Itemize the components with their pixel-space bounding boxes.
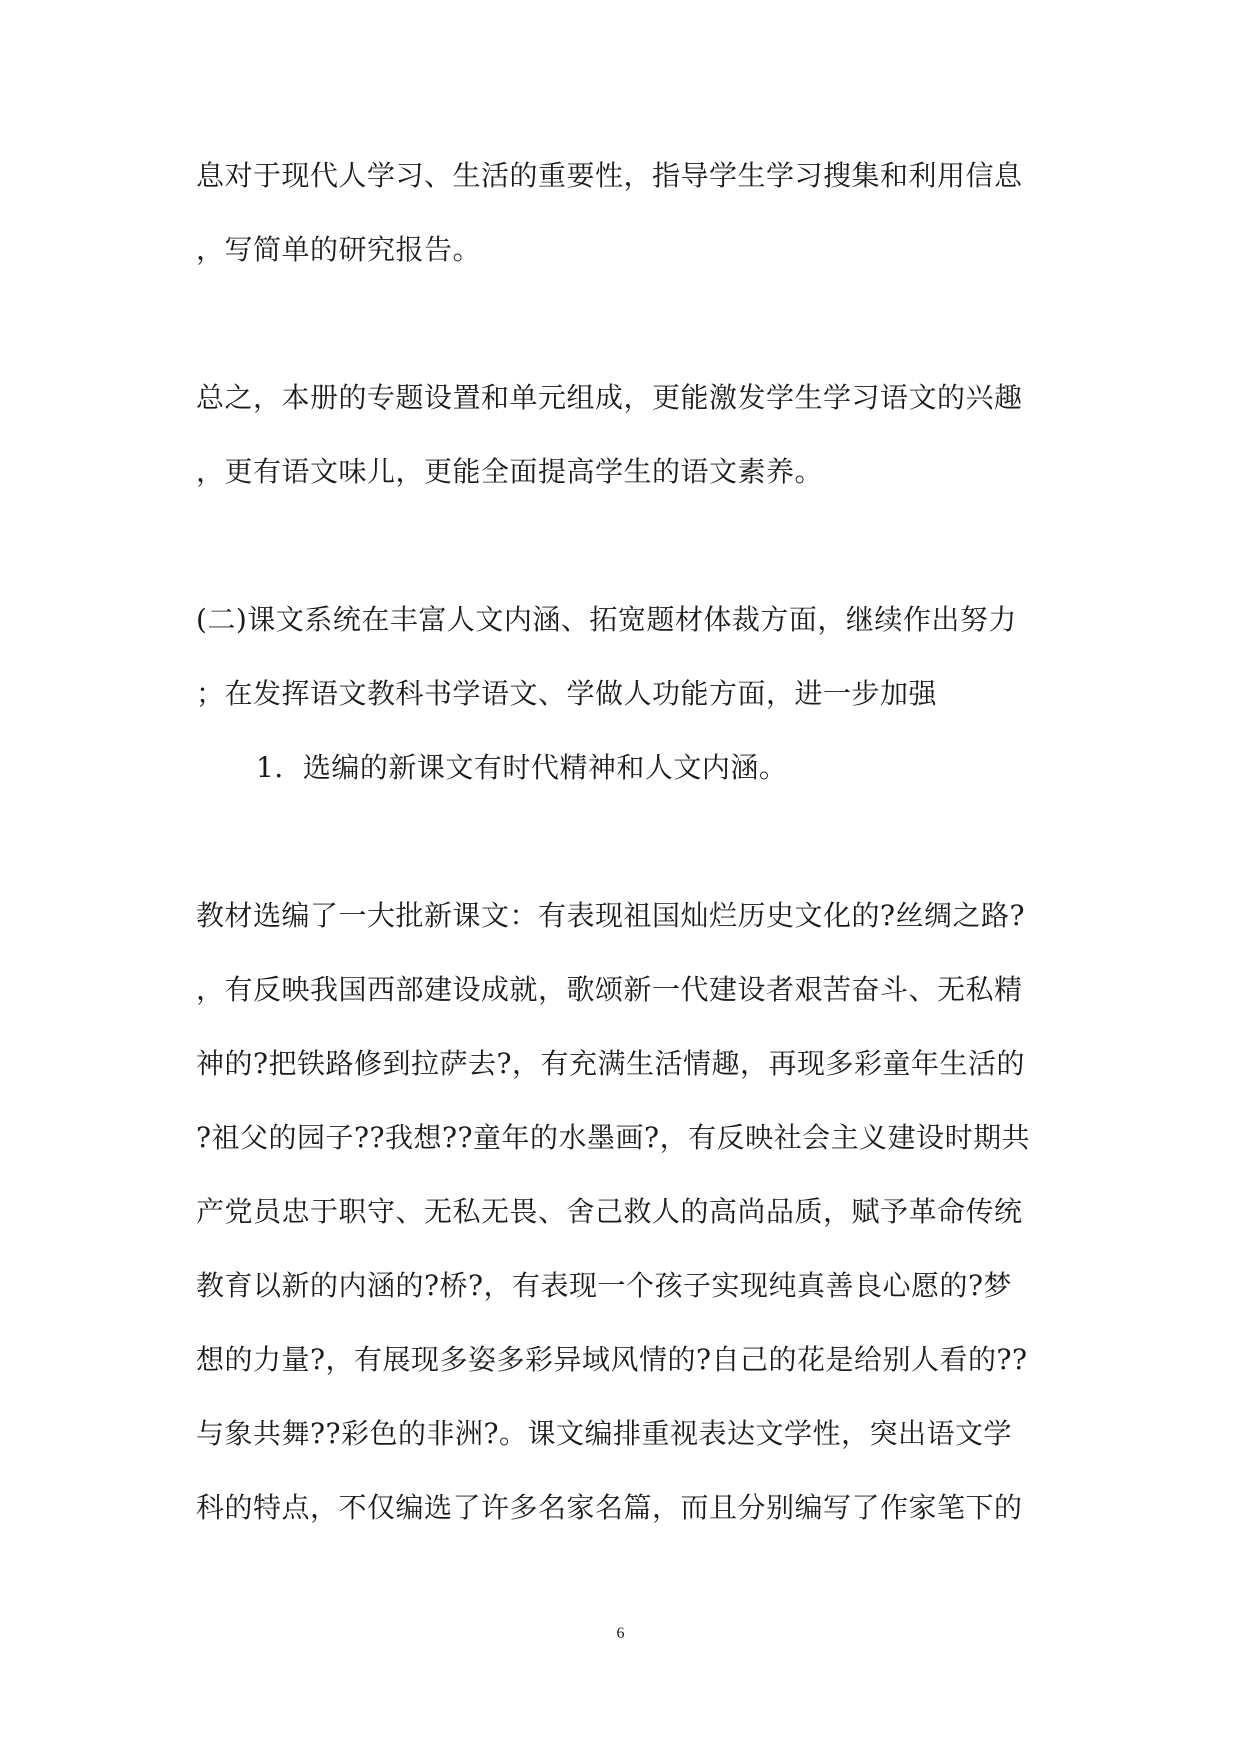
- text-line: (二)课文系统在丰富人文内涵、拓宽题材体裁方面，继续作出努力: [196, 603, 1017, 636]
- text-line: 与象共舞??彩色的非洲?。课文编排重视表达文学性，突出语文学: [196, 1417, 1013, 1450]
- text-line: 教育以新的内涵的?桥?，有表现一个孩子实现纯真善良心愿的?梦: [196, 1269, 1013, 1302]
- text-line: 产党员忠于职守、无私无畏、舍己救人的高尚品质，赋予革命传统: [196, 1195, 1023, 1228]
- list-item: 1．选编的新课文有时代精神和人文内涵。: [256, 751, 788, 784]
- text-line: ?祖父的园子??我想??童年的水墨画?，有反映社会主义建设时期共: [196, 1121, 1031, 1154]
- text-line: ，更有语文味儿，更能全面提高学生的语文素养。: [196, 455, 824, 488]
- text-line: ，写简单的研究报告。: [196, 233, 482, 266]
- text-line: 息对于现代人学习、生活的重要性，指导学生学习搜集和利用信息: [196, 159, 1023, 192]
- text-line: 想的力量?，有展现多姿多彩异域风情的?自己的花是给别人看的??: [196, 1343, 1028, 1376]
- text-line: 神的?把铁路修到拉萨去?，有充满生活情趣，再现多彩童年生活的: [196, 1047, 1026, 1080]
- text-line: 科的特点，不仅编选了许多名家名篇，而且分别编写了作家笔下的: [196, 1491, 1023, 1524]
- text-line: ，有反映我国西部建设成就，歌颂新一代建设者艰苦奋斗、无私精: [196, 973, 1023, 1006]
- text-line: 教材选编了一大批新课文：有表现祖国灿烂历史文化的?丝绸之路?: [196, 899, 1026, 932]
- page-number: 6: [616, 1625, 625, 1642]
- text-line: 总之，本册的专题设置和单元组成，更能激发学生学习语文的兴趣: [196, 381, 1023, 414]
- text-line: ；在发挥语文教科书学语文、学做人功能方面，进一步加强: [196, 677, 938, 710]
